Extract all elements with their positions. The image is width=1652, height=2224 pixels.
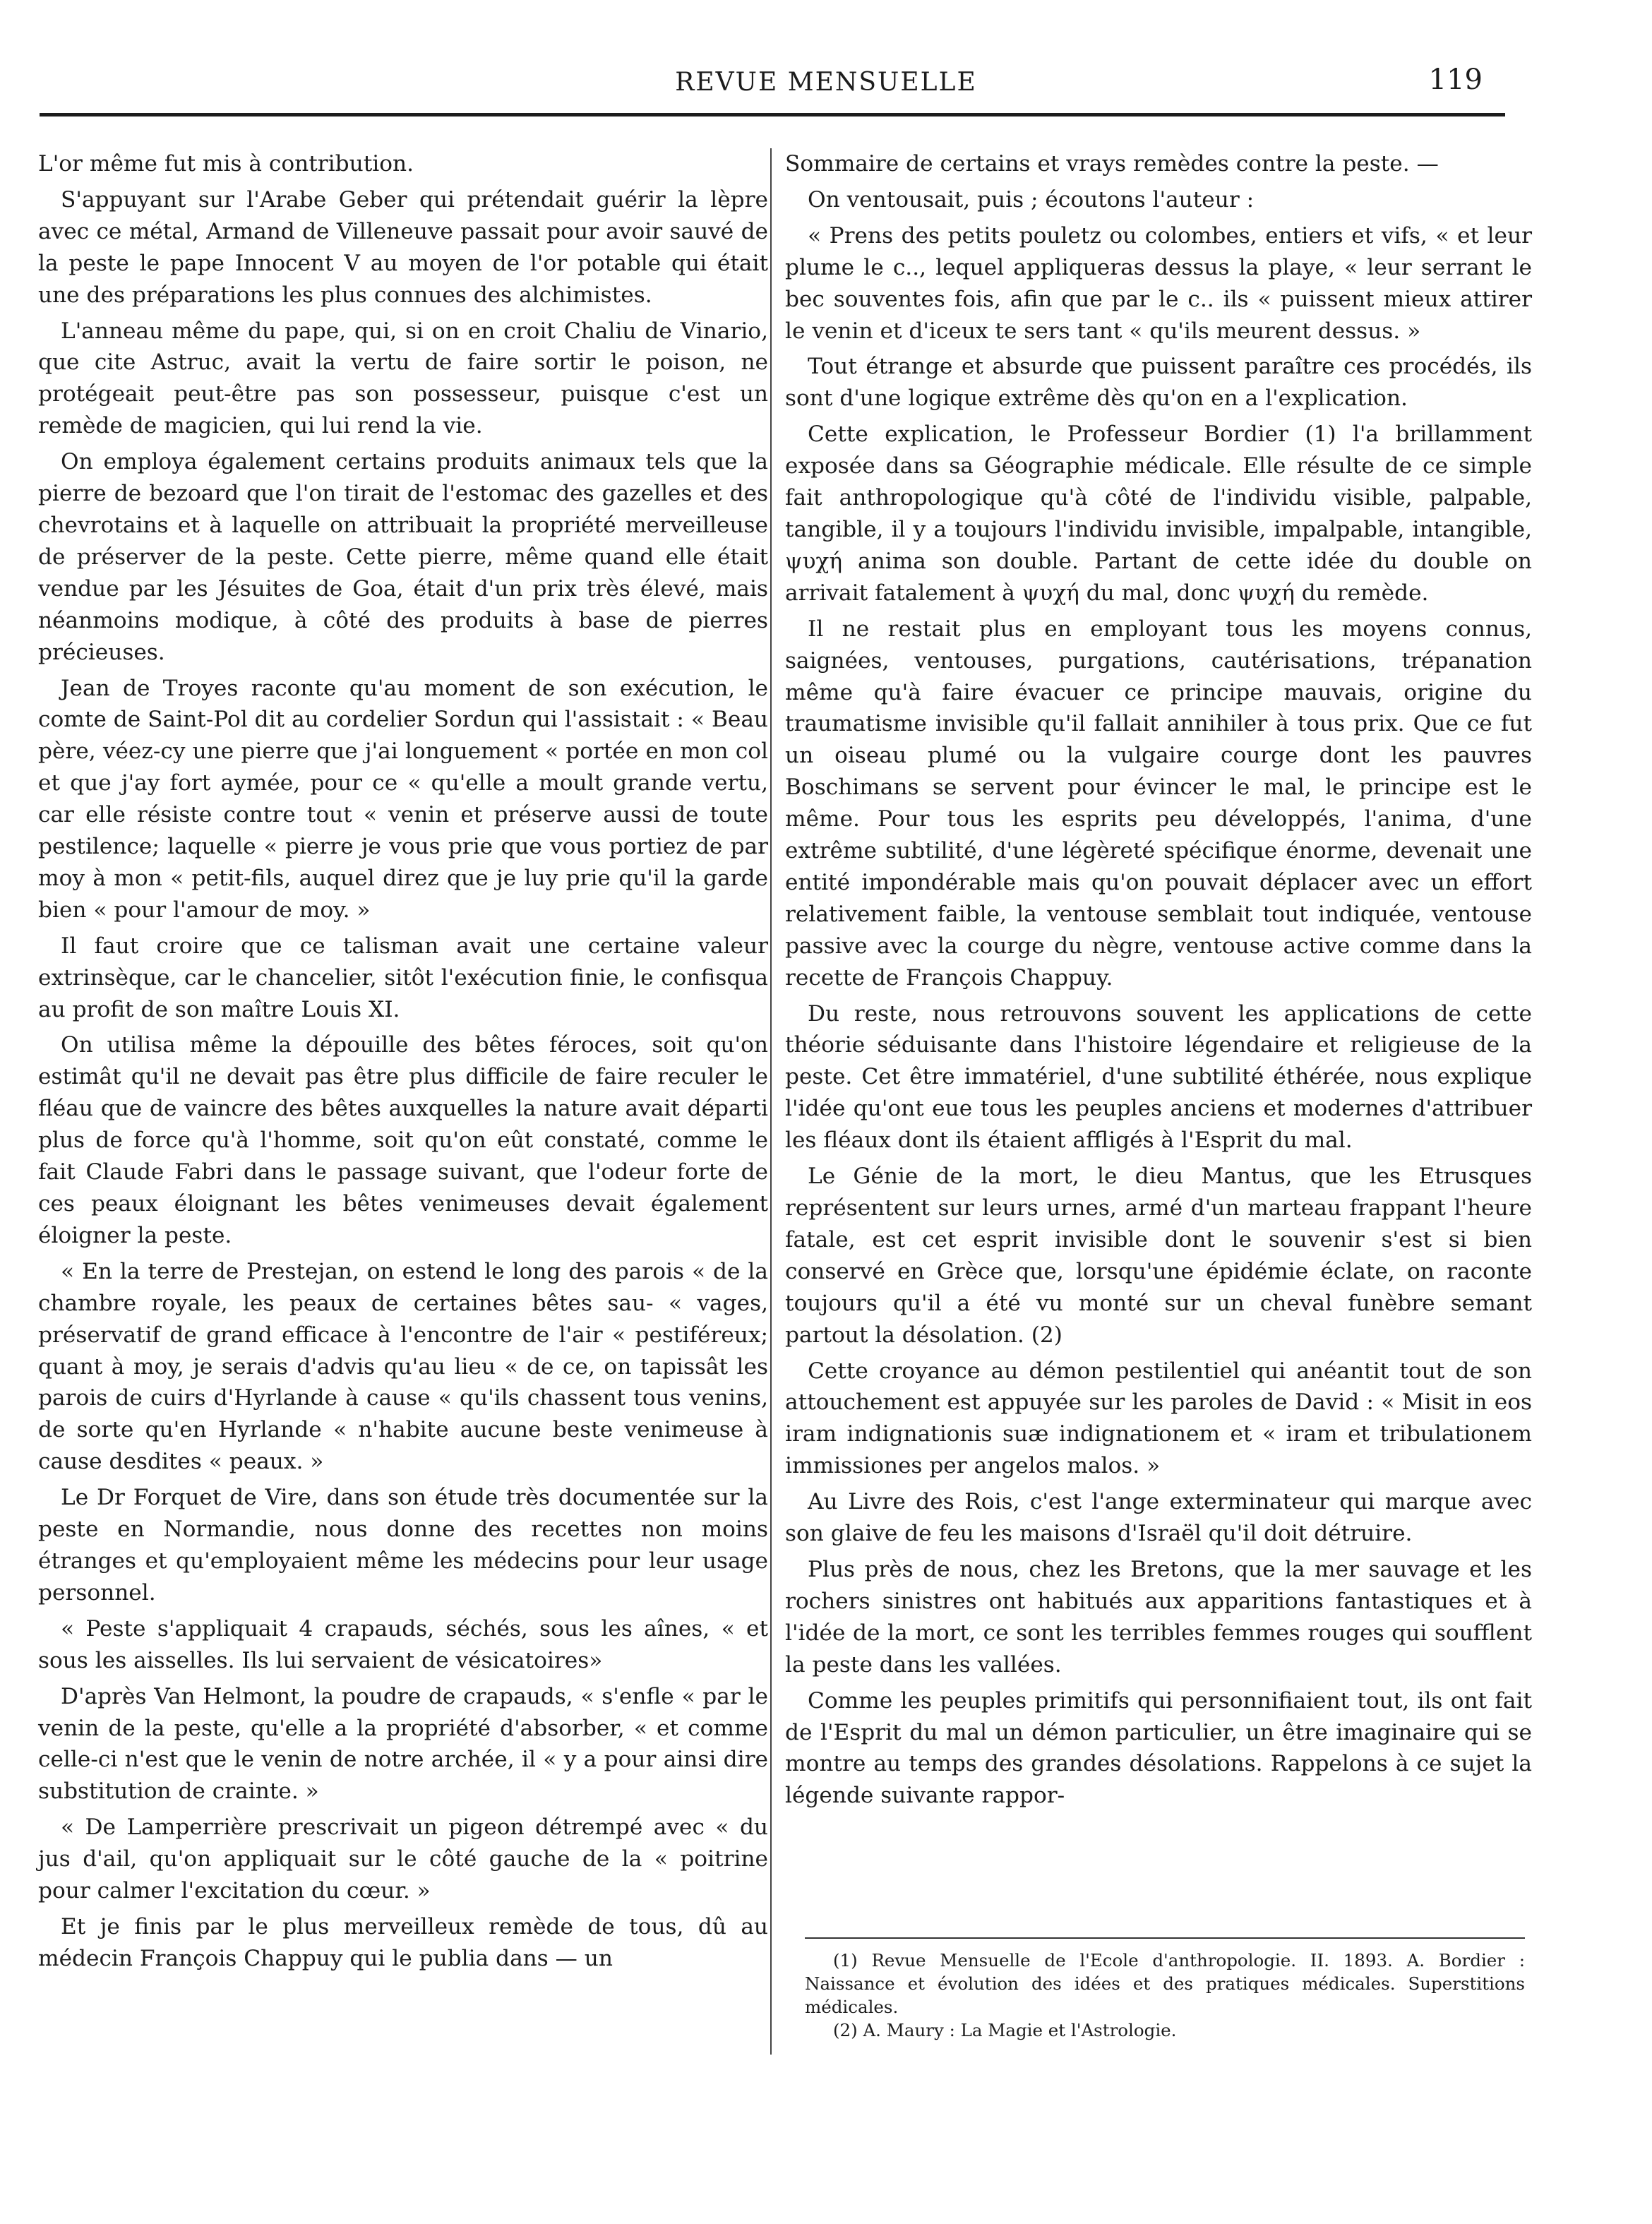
quotation: « Peste s'appliquait 4 crapauds, séchés, sous les aînes, « et sous les aisselles. Ils lui servaient de vésicatoires» [38, 1615, 768, 1673]
right-column [785, 148, 1532, 1816]
paragraph: Cette explication, le Professeur Bordier (1) l'a brillamment exposée dans sa Géographie médicale. Elle résulte de ce simple fait anthropologique qu'à côté de l'individu visible, palpable, tangible, il y a toujours l'individu invisible, impalpable, intangible, ψυχή anima son double. Partant de cette idée du double on arrivait fatalement à ψυχή du mal, donc ψυχή du remède. [785, 422, 1532, 606]
paragraph: Du reste, nous retrouvons souvent les applications de cette théorie séduisante dans l'histoire légendaire et religieuse de la peste. Cet être immatériel, d'une subtilité éthérée, nous explique l'idée qu'ont eue tous les peuples anciens et modernes d'attribuer les fléaux dont ils étaient affligés à l'Esprit du mal. [785, 1000, 1532, 1154]
running-title: REVUE MENSUELLE [675, 68, 977, 97]
paragraph: Sommaire de certains et vrays remèdes contre la peste. — [785, 151, 1439, 177]
paragraph: On utilisa même la dépouille des bêtes féroces, soit qu'on estimât qu'il ne devait pas être plus difficile de faire reculer le fléau que de vaincre des bêtes auxquelles la nature avait départi plus de force qu'à l'homme, soit qu'on eût constaté, comme le fait Claude Fabri dans le passage suivant, que l'odeur forte de ces peaux éloignant les bêtes venimeuses devait également éloigner la peste. [38, 1032, 768, 1248]
footnote: (1) Revue Mensuelle de l'Ecole d'anthropologie. II. 1893. A. Bordier : Naissance et évolution des idées et des pratiques médicales. Superstitions médicales. [805, 1950, 1525, 2017]
paragraph: On ventousait, puis ; écoutons l'auteur : [808, 186, 1255, 213]
paragraph: Plus près de nous, chez les Bretons, que la mer sauvage et les rochers sinistres ont habitués aux apparitions fantastiques et à l'idée de la mort, ce sont les terribles femmes rouges qui soufflent la peste dans les vallées. [785, 1556, 1532, 1678]
page-number: 119 [1428, 64, 1483, 96]
footnote-rule [805, 1937, 1525, 1939]
quotation: « Prens des petits pouletz ou colombes, entiers et vifs, « et leur plume le c.., lequel appliqueras dessus la playe, « leur serrant le bec souventes fois, afin que par le c.. ils « puissent mieux attirer le venin et d'iceux te sers tant « qu'ils meurent dessus. » [785, 222, 1532, 344]
paragraph: Comme les peuples primitifs qui personnifiaient tout, ils ont fait de l'Esprit du mal un démon particulier, un être imaginaire qui se montre au temps des grandes désolations. Rappelons à ce sujet la légende suivante rappor- [785, 1687, 1532, 1809]
footnote: (2) A. Maury : La Magie et l'Astrologie. [833, 2020, 1177, 2040]
paragraph: Il faut croire que ce talisman avait une certaine valeur extrinsèque, car le chancelier, sitôt l'exécution finie, le confisqua au profit de son maître Louis XI. [38, 933, 768, 1022]
quotation: « De Lamperrière prescrivait un pigeon détrempé avec « du jus d'ail, qu'on appliquait sur le côté gauche de la « poitrine pour calmer l'excitation du cœur. » [38, 1815, 768, 1904]
paragraph: L'anneau même du pape, qui, si on en croit Chaliu de Vinario, que cite Astruc, avait la vertu de faire sortir le poison, ne protégeait peut-être pas son possesseur, puisque c'est un remède de magicien, qui lui rend la vie. [38, 318, 768, 439]
paragraph: Au Livre des Rois, c'est l'ange exterminateur qui marque avec son glaive de feu les maisons d'Israël qu'il doit détruire. [785, 1489, 1532, 1547]
quotation: « En la terre de Prestejan, on estend le long des parois « de la chambre royale, les peaux de certaines bêtes sau- « vages, préservatif de grand efficace à l'encontre de l'air « pestiféreux; quant à moy, je serais d'advis qu'au lieu « de ce, on tapissât les parois de cuirs d'Hyrlande à cause « qu'ils chassent tous venins, de sorte qu'en Hyrlande « n'habite aucune beste venimeuse à cause desdites « peaux. » [38, 1258, 768, 1475]
paragraph: Tout étrange et absurde que puissent paraître ces procédés, ils sont d'une logique extrême dès qu'on en a l'explication. [785, 354, 1532, 412]
paragraph: L'or même fut mis à contribution. [38, 151, 414, 177]
paragraph: Et je finis par le plus merveilleux remède de tous, dû au médecin François Chappuy qui le publia dans — un [38, 1913, 768, 1971]
left-column [38, 148, 768, 1979]
paragraph: Il ne restait plus en employant tous les moyens connus, saignées, ventouses, purgations, cautérisations, trépanation même qu'à faire évacuer ce principe mauvais, origine du traumatisme invisible qu'il fallait annihiler à tous prix. Que ce fut un oiseau plumé ou la vulgaire courge dont les pauvres Boschimans se servent pour évincer le mal, le principe est le même. Pour tous les esprits peu développés, l'anima, d'une extrême subtilité, d'une légèreté spécifique énorme, devenait une entité impondérable mais qu'on pouvait déplacer avec un effort relativement faible, la ventouse semblait tout indiquée, ventouse passive avec la courge du nègre, ventouse active comme dans la recette de François Chappuy. [785, 616, 1532, 991]
paragraph: Le Génie de la mort, le dieu Mantus, que les Etrusques représentent sur leurs urnes, armé d'un marteau frappant l'heure fatale, est cet esprit invisible dont le souvenir s'est si bien conservé en Grèce que, lorsqu'une épidémie éclate, on raconte toujours qu'il a été vu monté sur un cheval funèbre semant partout la désolation. (2) [785, 1164, 1532, 1348]
column-divider [770, 148, 772, 2055]
paragraph: Le Dr Forquet de Vire, dans son étude très documentée sur la peste en Normandie, nous donne des recettes non moins étranges et qu'employaient même les médecins pour leur usage personnel. [38, 1485, 768, 1606]
paragraph: Jean de Troyes raconte qu'au moment de son exécution, le comte de Saint-Pol dit au cordelier Sordun qui l'assistait : « Beau père, véez-cy une pierre que j'ai longuement « portée en mon col et que j'ay fort aymée, pour ce « qu'elle a moult grande vertu, car elle résiste contre tout « venin et préserve aussi de toute pestilence; laquelle « pierre je vous prie que vous portiez de par moy à mon « petit-fils, auquel direz que je luy prie qu'il la garde bien « pour l'amour de moy. » [38, 675, 768, 923]
paragraph: Cette croyance au démon pestilentiel qui anéantit tout de son attouchement est appuyée sur les paroles de David : « Misit in eos iram indignationis suæ indignationem et « iram et tribulationem immissiones per angelos malos. » [785, 1358, 1532, 1479]
paragraph: D'après Van Helmont, la poudre de crapauds, « s'enfle « par le venin de la peste, qu'elle a la propriété d'absorber, « et comme celle-ci n'est que le venin de notre archée, il « y a pour ainsi dire substitution de crainte. » [38, 1683, 768, 1805]
paragraph: S'appuyant sur l'Arabe Geber qui prétendait guérir la lèpre avec ce métal, Armand de Villeneuve passait pour avoir sauvé de la peste le pape Innocent V au moyen de l'or potable qui était une des préparations les plus connues des alchimistes. [38, 186, 768, 308]
header-rule [40, 113, 1505, 116]
paragraph: On employa également certains produits animaux tels que la pierre de bezoard que l'on tirait de l'estomac des gazelles et des chevrotains et à laquelle on attribuait la propriété merveilleuse de préserver de la peste. Cette pierre, même quand elle était vendue par les Jésuites de Goa, était d'un prix très élevé, mais néanmoins modique, à côté des produits à base de pierres précieuses. [38, 449, 768, 665]
footnotes [805, 1949, 1525, 2042]
